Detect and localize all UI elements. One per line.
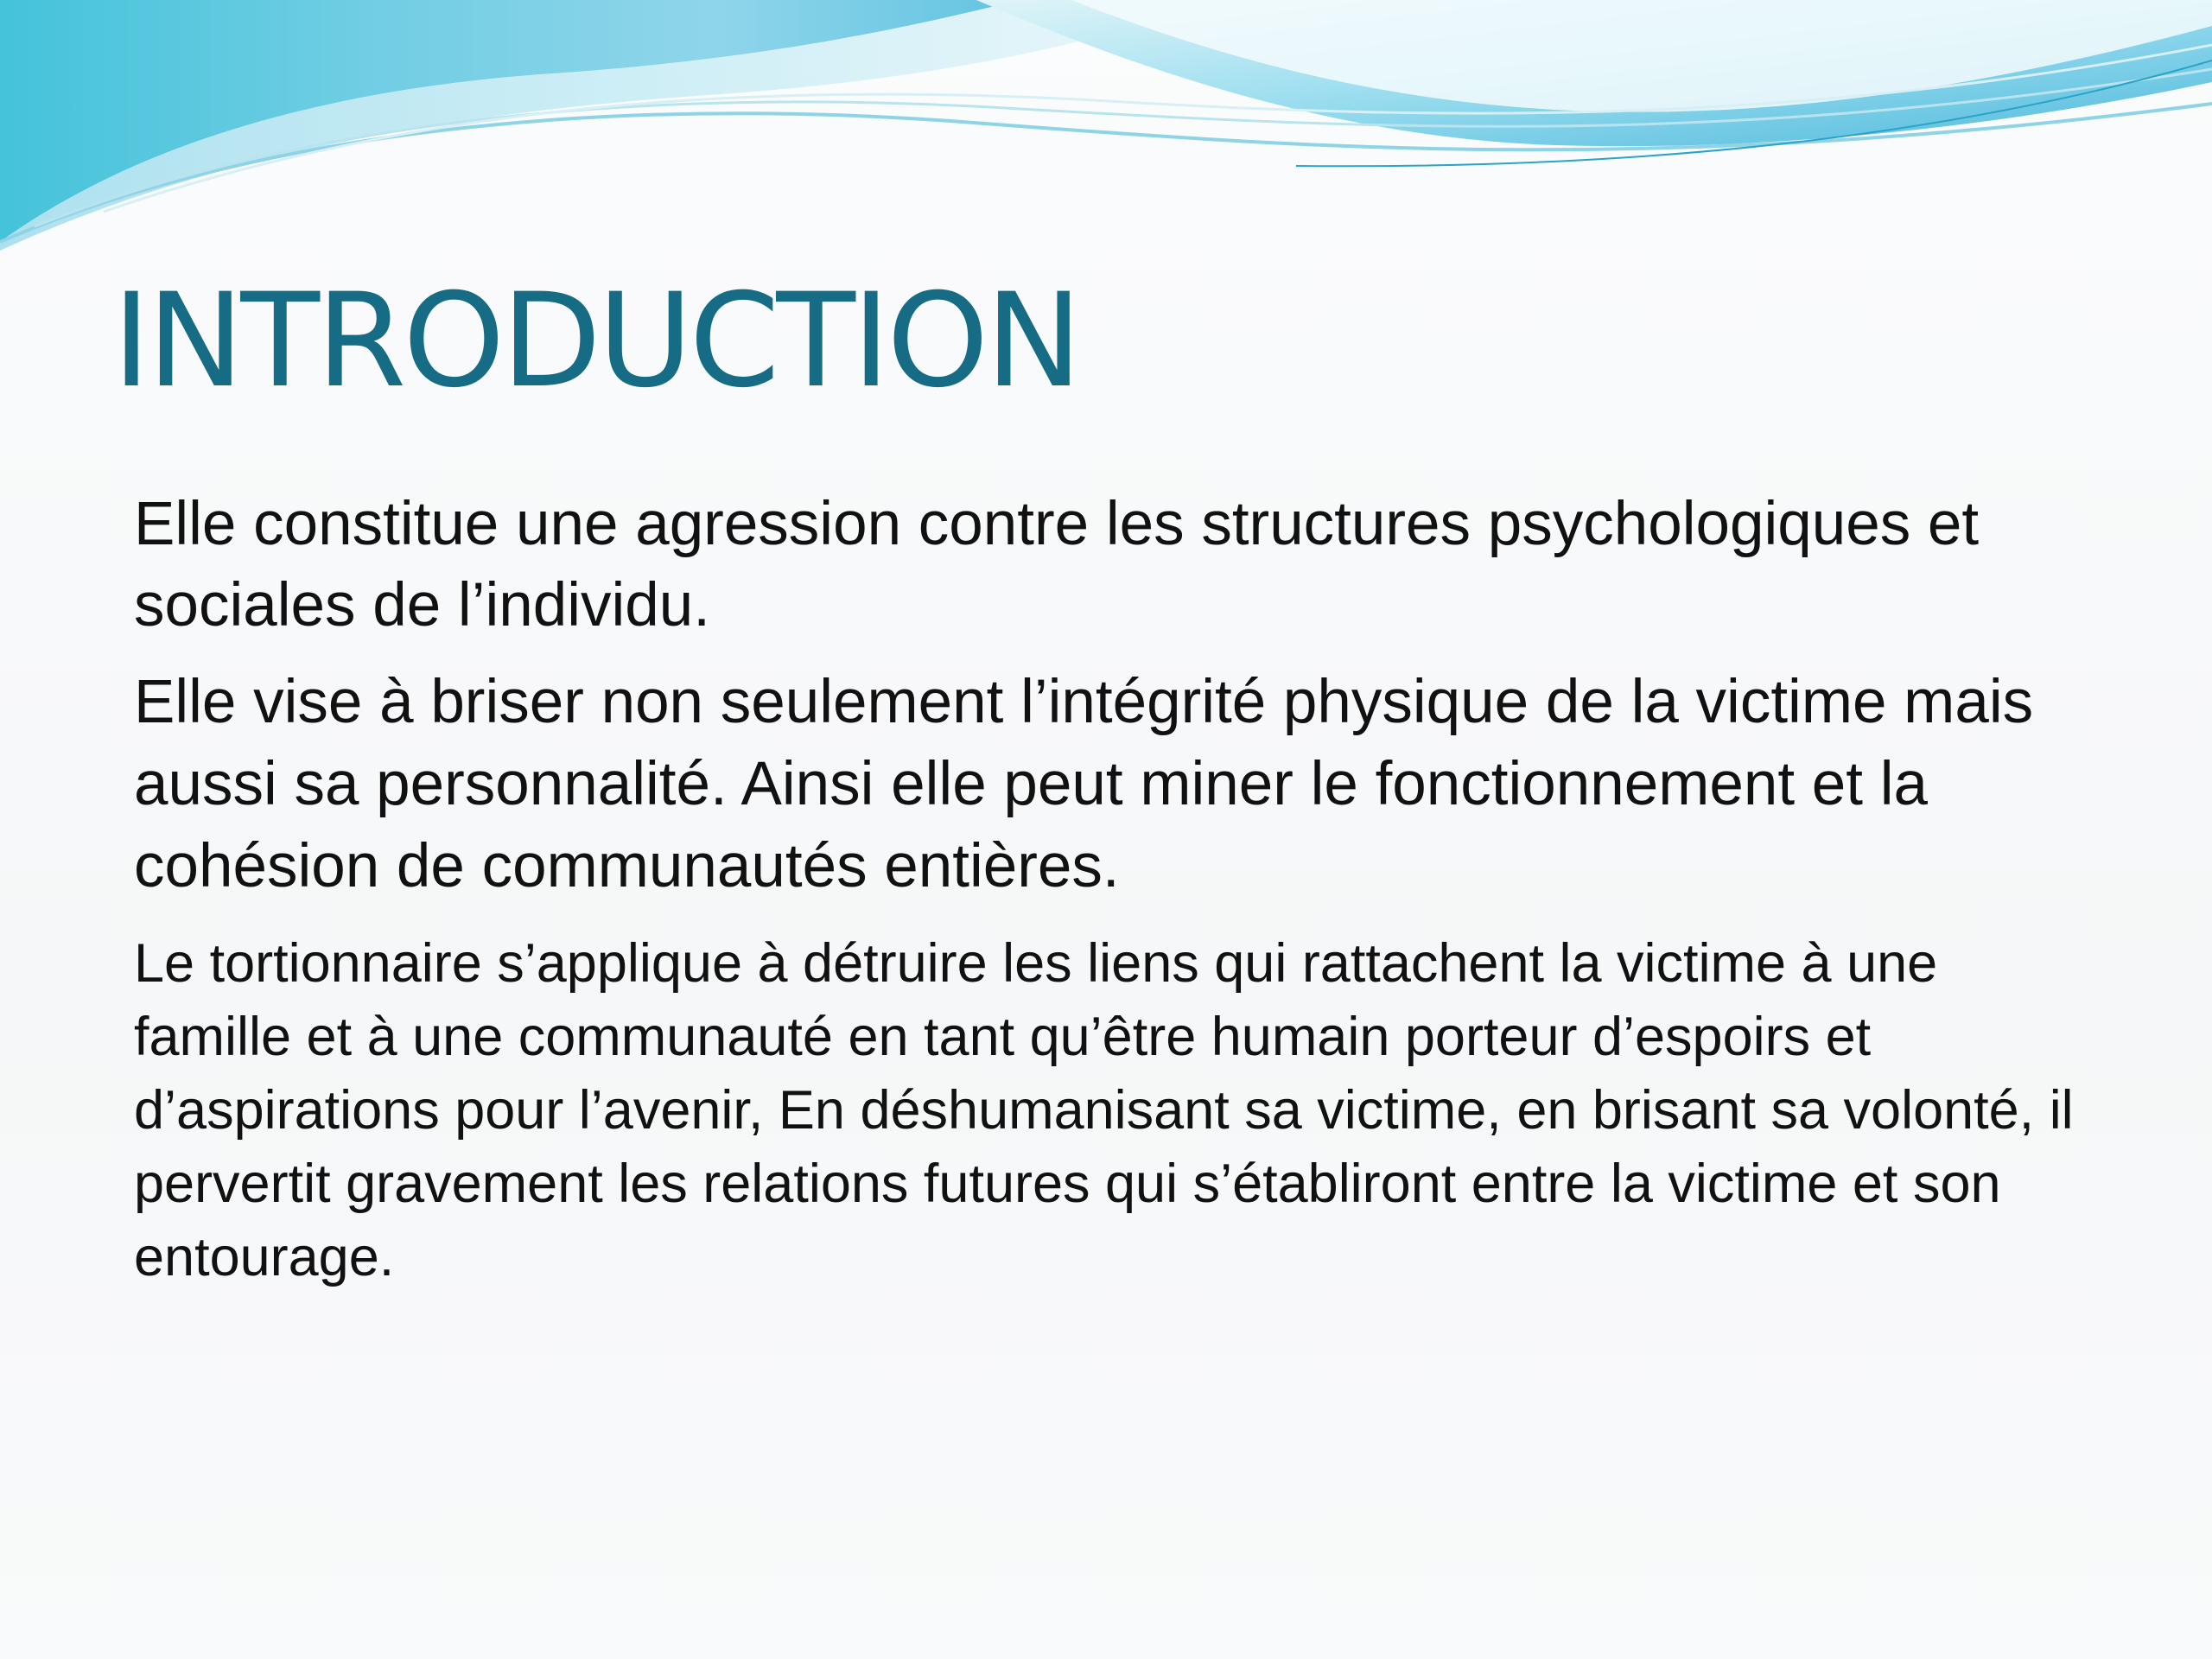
slide-title: INTRODUCTION: [112, 266, 1079, 416]
paragraph-1: Elle constitue une agression contre les structures psychologiques et sociales de l’individu.: [134, 490, 1980, 639]
header-wave-decoration: [0, 0, 2212, 259]
paragraph-2: Elle vise à briser non seulement l’intégrité physique de la victime mais aussi sa personnalité. Ainsi elle peut miner le fonctionnement et la cohésion de communautés entières.: [134, 668, 2034, 900]
paragraph-3: Le tortionnaire s’applique à détruire les liens qui rattachent la victime à une famille et à une communauté en tant qu’être humain porteur d’espoirs et d’aspirations pour l’avenir, En déshumanisant sa victime, en brisant sa volonté, il pervertit gravement les relations futures qui s’établiront entre la victime et son entourage.: [134, 933, 2074, 1287]
